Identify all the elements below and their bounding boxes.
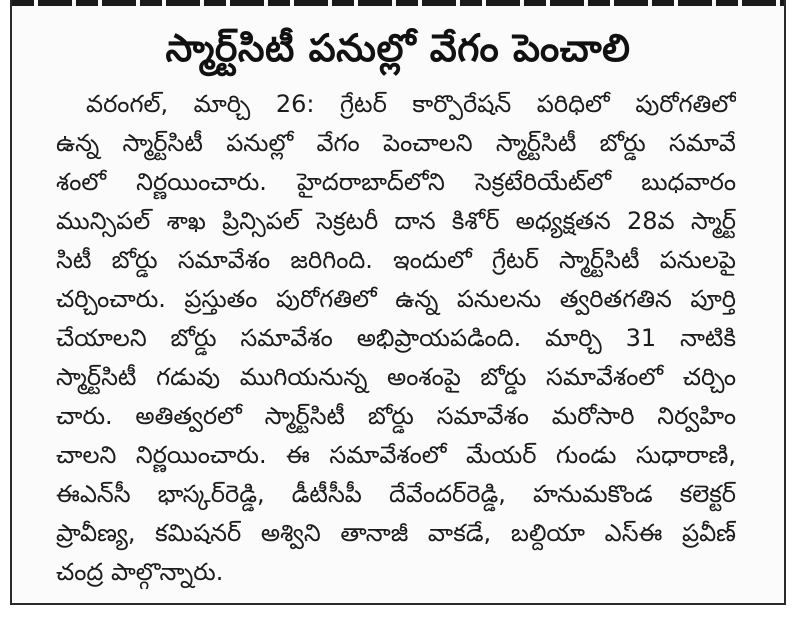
body-line-12: ప్రావీణ్య, కమిషనర్ అశ్విని తానాజీ వాకడే, బల్దియా ఎస్ఈ ప్రవీణ్ [56, 519, 736, 547]
newspaper-clipping [10, 0, 786, 605]
body-line-8: స్మార్ట్‌సిటీ గడువు ముగియనున్న అంశంపై బోర్డు సమావేశంలో చర్చిం [56, 363, 736, 391]
body-line-9: చారు. అతిత్వరలో స్మార్ట్‌సిటీ బోర్డు సమావేశం మరోసారి నిర్వహిం [56, 402, 736, 430]
body-line-10: చాలని నిర్ణయించారు. ఈ సమావేశంలో మేయర్ గుండు సుధారాణి, [56, 441, 736, 469]
body-line-1: వరంగల్, మార్చి 26: గ్రేటర్ కార్పొరేషన్ పరిధిలో పురోగతిలో [86, 90, 736, 118]
headline: స్మార్ట్‌సిటీ పనుల్లో వేగం పెంచాలి [165, 26, 631, 70]
body-line-7: చేయాలని బోర్డు సమావేశం అభిప్రాయపడింది. మార్చి 31 నాటికి [56, 324, 736, 352]
body-line-6: చర్చించారు. ప్రస్తుతం పురోగతిలో ఉన్న పనులను త్వరితగతిన పూర్తి [56, 285, 736, 313]
body-line-4: మున్సిపల్ శాఖ ప్రిన్సిపల్ సెక్రటరీ దాన కిశోర్ అధ్యక్షతన 28వ స్మార్ట్ [56, 207, 736, 235]
body-line-11: ఈఎన్‌సీ భాస్కర్‌రెడ్డి, డీటీసీపీ దేవేందర్‌రెడ్డి, హనుమకొండ కలెక్టర్ [56, 480, 736, 508]
article-body [56, 85, 736, 592]
body-line-3: శంలో నిర్ణయించారు. హైదరాబాద్‌లోని సెక్రటేరియేట్‌లో బుధవారం [56, 168, 736, 196]
body-line-2: ఉన్న స్మార్ట్‌సిటీ పనుల్లో వేగం పెంచాలని స్మార్ట్‌సిటీ బోర్డు సమావే [56, 129, 736, 157]
cut-edge-strip [12, 0, 784, 6]
body-line-13: చంద్ర పాల్గొన్నారు. [56, 558, 224, 586]
body-line-5: సిటీ బోర్డు సమావేశం జరిగింది. ఇందులో గ్రేటర్ స్మార్ట్‌సిటీ పనులపై [56, 246, 736, 274]
